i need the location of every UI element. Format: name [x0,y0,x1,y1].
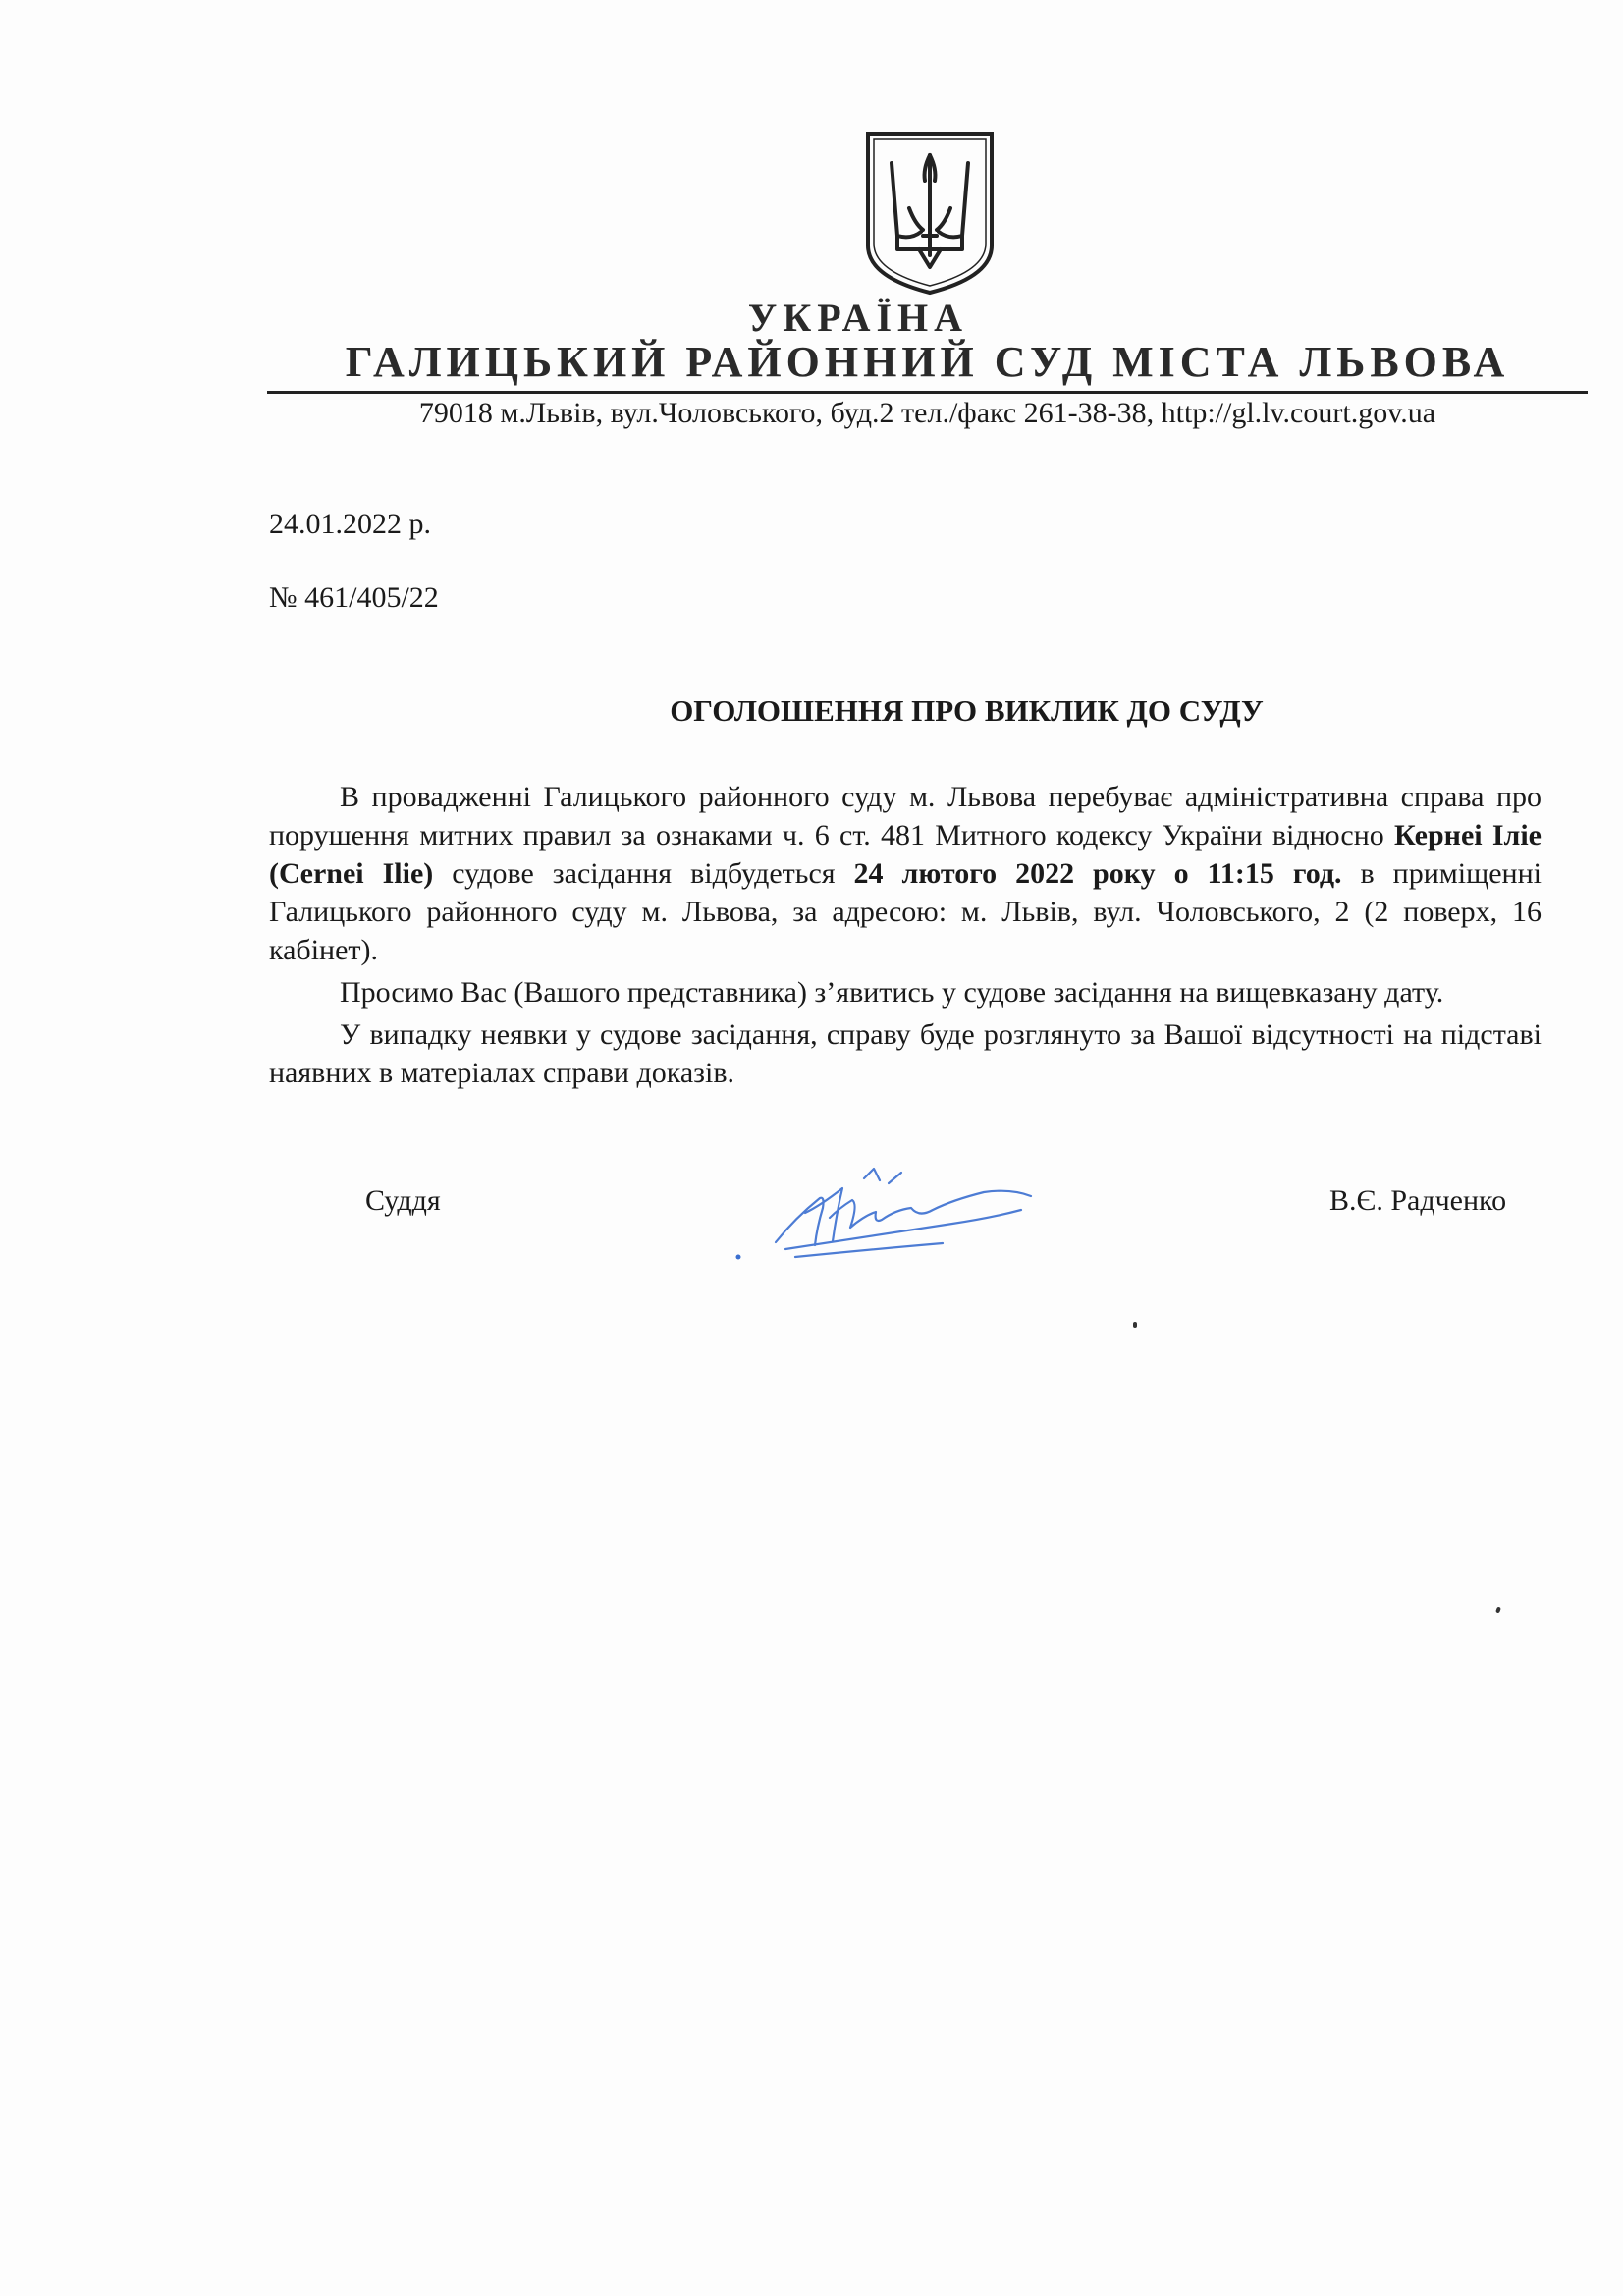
judge-name: В.Є. Радченко [1329,1184,1507,1217]
court-address: 79018 м.Львів, вул.Чоловського, буд.2 тел./факс 261-38-38, http://gl.lv.court.gov.ua [418,397,1436,429]
handwritten-signature [727,1159,1051,1277]
scan-speck [1495,1606,1501,1613]
paragraph-text: в приміщенні Галицького районного суду м. Львова, за адресою: м. Львів, вул. Чоловського, 2 (2 поверх, 16 кабінет). [269,857,1542,966]
defendant-name: Кернеі Іліе (Cernei Ilie) [269,819,1542,890]
header-divider [267,391,1588,394]
paragraph-text: В провадженні Галицького районного суду м. Львова перебуває адміністративна справа про порушення митних правил за ознаками ч. 6 ст. 481 Митного кодексу України відносно [269,781,1542,851]
paragraph-absence-warning: У випадку неявки у судове засідання, справу буде розглянуто за Вашої відсутності на підставі наявних в матеріалах справи доказів. [269,1018,1542,1089]
paragraph-text: судове засідання відбудеться [433,857,854,890]
court-name: ГАЛИЦЬКИЙ РАЙОННИЙ СУД МІСТА ЛЬВОВА [345,338,1510,386]
case-number: № 461/405/22 [269,581,439,614]
document-date: 24.01.2022 р. [269,508,431,540]
notice-title: ОГОЛОШЕННЯ ПРО ВИКЛИК ДО СУДУ [670,693,1264,728]
notice-body [269,778,1542,1092]
trident-coat-of-arms-icon [862,130,998,297]
judge-role: Суддя [365,1184,441,1217]
country-title: УКРАЇНА [747,296,969,340]
paragraph-request: Просимо Вас (Вашого представника) з’явитись у судове засідання на вищевказану дату. [340,976,1444,1009]
hearing-datetime: 24 лютого 2022 року о 11:15 год. [853,857,1342,890]
paragraph-case-info [269,778,1542,969]
scan-speck [1133,1322,1137,1328]
